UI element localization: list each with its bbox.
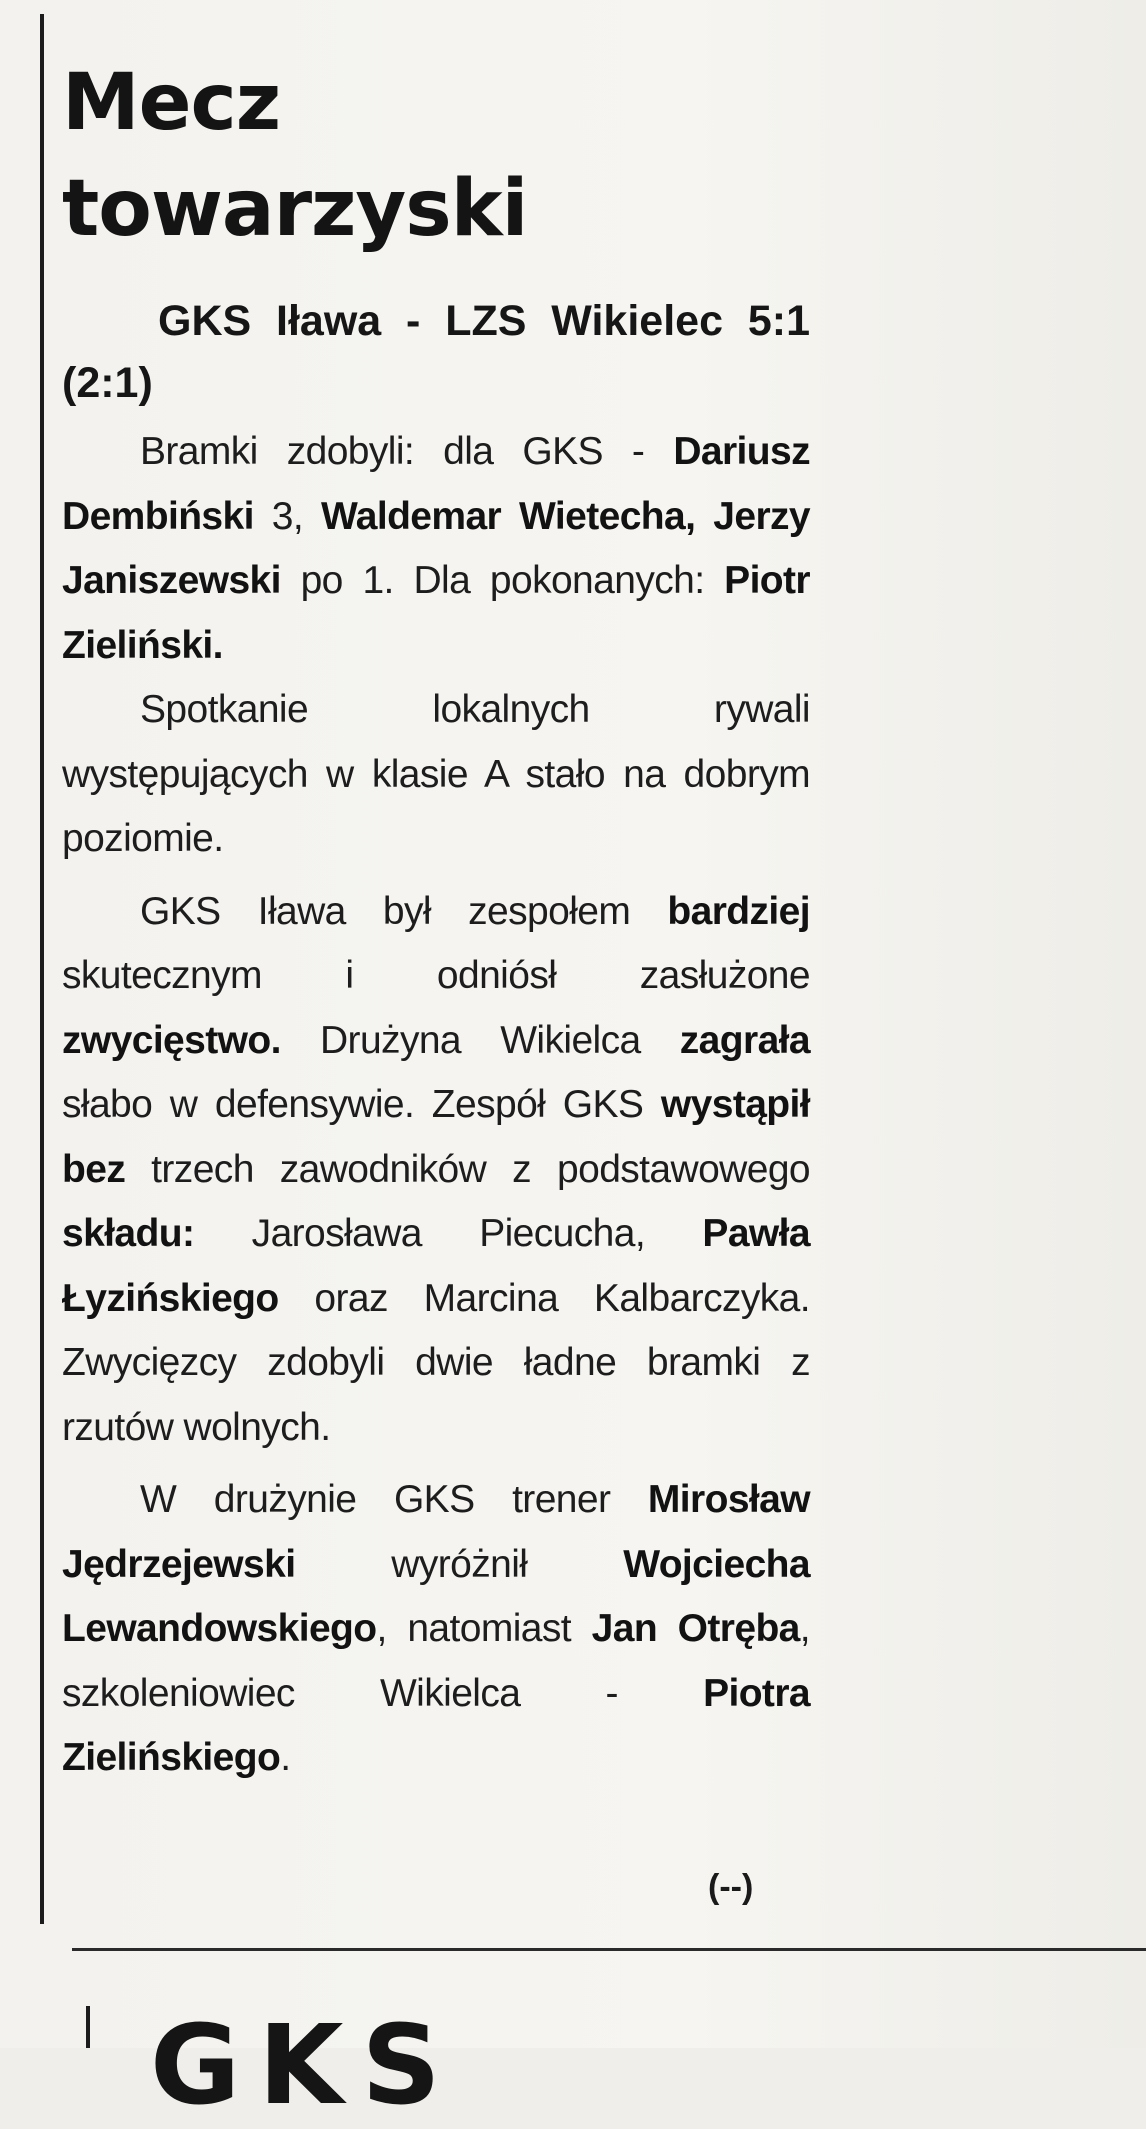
headline-line-1: Mecz (62, 58, 281, 148)
paragraph-match-report: GKS Iława był zespołem bardziej skutecznym i odniósł zasłużone zwycięstwo. Drużyna Wikielca zagrała słabo w defensywie. Zespół GKS wystąpił bez trzech zawodników z podstawowego składu: Jarosława Piecucha, Pawła Łyzińskiego oraz Marcina Kalbarczyka. Zwycięzcy zdobyli dwie ładne bramki z rzutów wolnych. (62, 889, 810, 1449)
headline (62, 50, 810, 262)
article (62, 50, 810, 1791)
headline-line-2: towarzyski (62, 164, 528, 254)
paragraph-goals: Bramki zdobyli: dla GKS - Dariusz Dembiński 3, Waldemar Wietecha, Jerzy Janiszewski po 1. Dla pokonanych: Piotr Zieliński. (62, 430, 811, 667)
section-divider (72, 1948, 1146, 1951)
next-article-headline: GKS (150, 2001, 459, 2129)
column-rule-next (86, 2006, 90, 2048)
paragraph-coaches: W drużynie GKS trener Mirosław Jędrzejewski wyróżnił Wojciecha Lewandowskiego, natomiast Jan Otręba, szkoleniowiec Wikielca - Piotra Zielińskiego. (62, 1478, 811, 1779)
column-rule-left (40, 14, 44, 1924)
match-result: GKS Iława - LZS Wikielec 5:1 (2:1) (62, 297, 810, 407)
paragraph-intro: Spotkanie lokalnych rywali występujących w klasie A stało na dobrym poziomie. (62, 688, 810, 860)
author-signature: (--) (708, 1868, 754, 1906)
